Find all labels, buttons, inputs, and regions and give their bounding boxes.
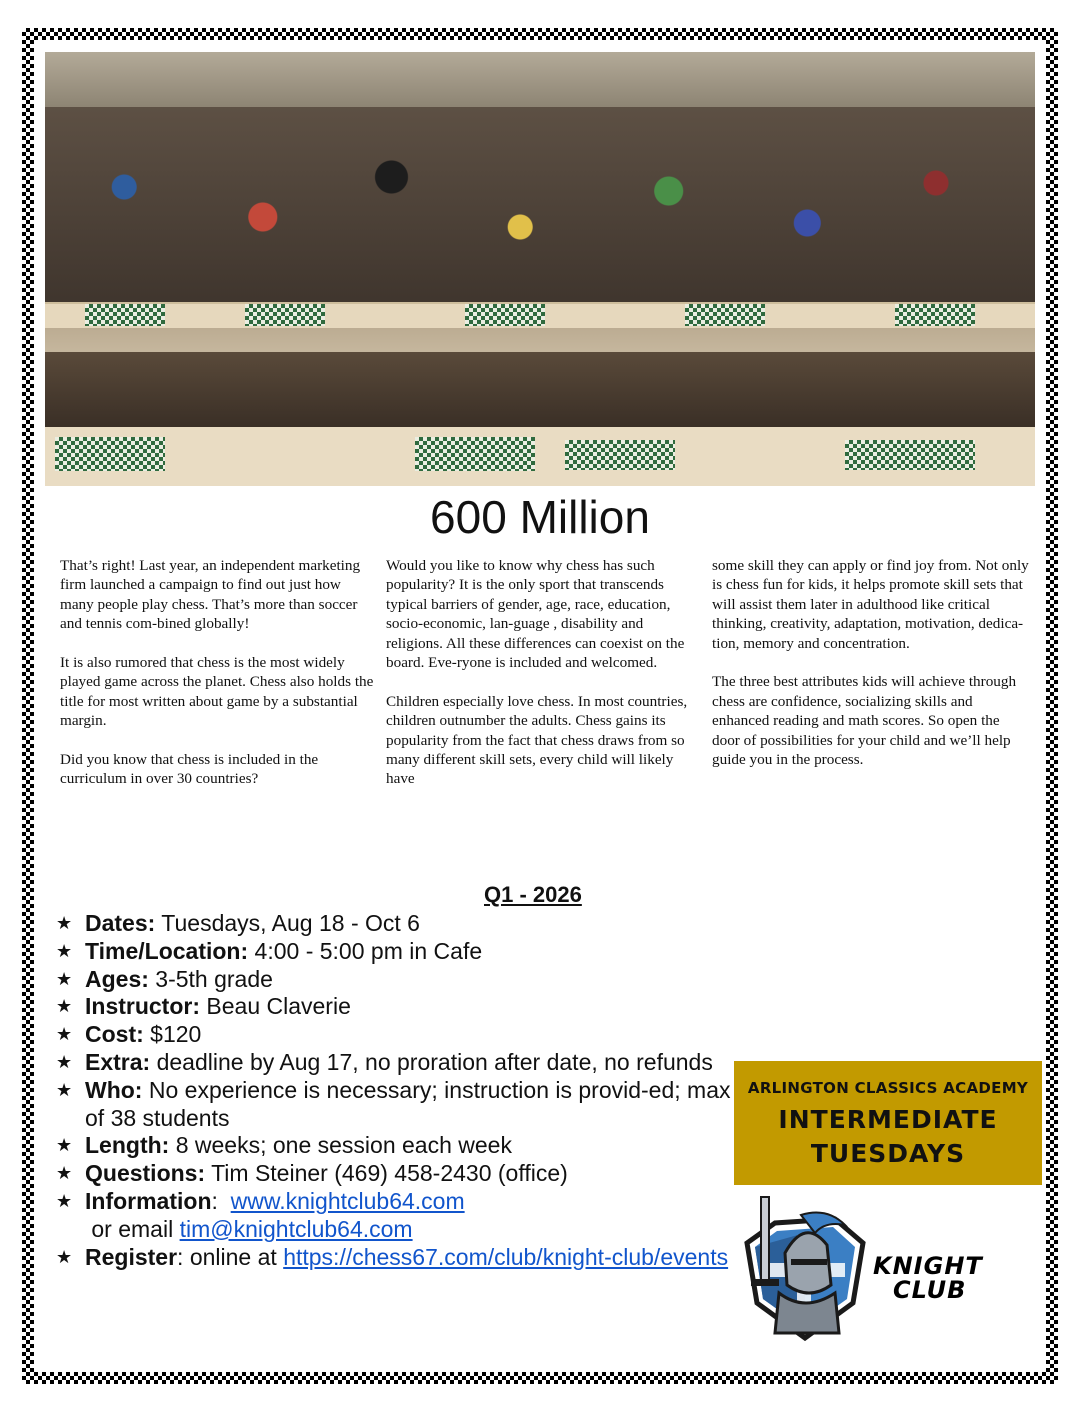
logo-word-club: CLUB	[893, 1276, 967, 1304]
details-list	[56, 910, 736, 1271]
section-title: Q1 - 2026	[484, 882, 582, 907]
detail-label: Time/Location:	[85, 937, 249, 964]
checkered-border-bottom	[22, 1372, 1058, 1384]
checkered-border-right	[1046, 28, 1058, 1384]
detail-value: Tuesdays, Aug 18 - Oct 6	[155, 910, 420, 936]
detail-extra	[56, 1049, 736, 1077]
detail-register	[56, 1244, 736, 1272]
detail-text: or email	[85, 1215, 180, 1242]
academy-badge	[734, 1061, 1042, 1185]
detail-cost	[56, 1021, 736, 1049]
star-icon: ★	[56, 940, 73, 961]
photo-chess-board	[465, 304, 545, 326]
photo-chess-board	[55, 437, 165, 471]
checkered-border-top	[22, 28, 1058, 40]
badge-day: TUESDAYS	[810, 1139, 966, 1168]
photo-chess-board	[685, 304, 765, 326]
star-icon: ★	[56, 1024, 73, 1045]
star-icon: ★	[56, 1079, 73, 1100]
checkered-border-left	[22, 28, 34, 1384]
detail-value: 8 weeks; one session each week	[169, 1132, 512, 1159]
detail-label: Extra:	[85, 1048, 151, 1075]
article-column-2: Would you like to know why chess has such popularity? It is the only sport that transcends typical barriers of gender, age, race, education, socio-economic, lan-guage , disability and religions. All these differences can coexist on the board. Eve-ryone is included and welcomed. Children especially love chess. In most countries, children outnumber the adults. Chess gains its popularity from the fact that chess draws from so many different skill sets, every child will likely have	[386, 557, 688, 788]
detail-separator: :	[211, 1187, 231, 1214]
star-icon: ★	[56, 1190, 73, 1211]
email-link[interactable]: tim@knightclub64.com	[179, 1215, 413, 1242]
detail-label: Information	[85, 1187, 212, 1214]
detail-label: Who:	[85, 1076, 143, 1103]
headline: 600 Million	[430, 491, 650, 543]
detail-length	[56, 1132, 736, 1160]
detail-value: 3-5th grade	[148, 965, 273, 992]
detail-ages	[56, 966, 736, 994]
photo-players	[45, 352, 1035, 427]
chess-tournament-photo	[45, 52, 1035, 486]
star-icon: ★	[56, 913, 73, 933]
detail-questions	[56, 1160, 736, 1188]
detail-dates	[56, 910, 736, 938]
photo-chess-board	[845, 440, 975, 470]
detail-label: Instructor:	[85, 993, 200, 1020]
detail-label: Length:	[85, 1132, 170, 1159]
article-column-3: some skill they can apply or find joy from. Not only is chess fun for kids, it helps promote skill sets that will assist them later in adulthood like critical thinking, creativity, adaptation, motivation, dedica-tion, memory and concentration. The three best attributes kids will achieve through chess are confidence, socializing skills and enhanced reading and math scores. So open the door of possibilities for your child and we’ll help guide you in the process.	[712, 557, 1029, 769]
photo-chess-board	[895, 304, 975, 326]
photo-ceiling	[45, 52, 1035, 112]
detail-label: Dates:	[85, 910, 156, 936]
star-icon: ★	[56, 996, 73, 1017]
star-icon: ★	[56, 1135, 73, 1156]
detail-information	[56, 1188, 736, 1244]
star-icon: ★	[56, 1051, 73, 1072]
detail-value: Tim Steiner (469) 458-2430 (office)	[205, 1160, 568, 1187]
detail-value: Beau Claverie	[200, 993, 351, 1020]
article-column-1: That’s right! Last year, an independent marketing firm launched a campaign to find out just how many people play chess. That’s more than soccer and tennis com-bined globally! It is also rumored that chess is the most widely played game across the planet. Chess also holds the title for most written about game by a substantial margin. Did you know that chess is included in the curriculum in over 30 countries?	[60, 557, 374, 788]
detail-value: $120	[143, 1021, 202, 1048]
detail-value: 4:00 - 5:00 pm in Cafe	[248, 937, 483, 964]
detail-instructor	[56, 993, 736, 1021]
badge-level: INTERMEDIATE	[778, 1105, 998, 1134]
website-link[interactable]: www.knightclub64.com	[230, 1187, 465, 1214]
detail-value: No experience is necessary; instruction is provid-ed; max of 38 students	[85, 1076, 731, 1131]
star-icon: ★	[56, 1246, 73, 1267]
detail-who	[56, 1077, 736, 1133]
register-link[interactable]: https://chess67.com/club/knight-club/events	[283, 1243, 729, 1270]
star-icon: ★	[56, 968, 73, 989]
photo-chess-board	[245, 304, 325, 326]
photo-chess-board	[85, 304, 165, 326]
detail-label: Cost:	[85, 1021, 144, 1048]
photo-chess-board	[565, 440, 675, 470]
detail-label: Register	[85, 1243, 178, 1270]
detail-label: Questions:	[85, 1160, 206, 1187]
badge-school: ARLINGTON CLASSICS ACADEMY	[747, 1079, 1029, 1097]
logo-word-knight: KNIGHT	[873, 1252, 983, 1280]
detail-time	[56, 938, 736, 966]
detail-label: Ages:	[85, 965, 149, 992]
detail-value: deadline by Aug 17, no proration after date, no refunds	[150, 1048, 713, 1075]
detail-text: : online at	[177, 1243, 284, 1270]
photo-crowd	[45, 107, 1035, 307]
photo-chess-board	[415, 437, 535, 471]
star-icon: ★	[56, 1163, 73, 1184]
